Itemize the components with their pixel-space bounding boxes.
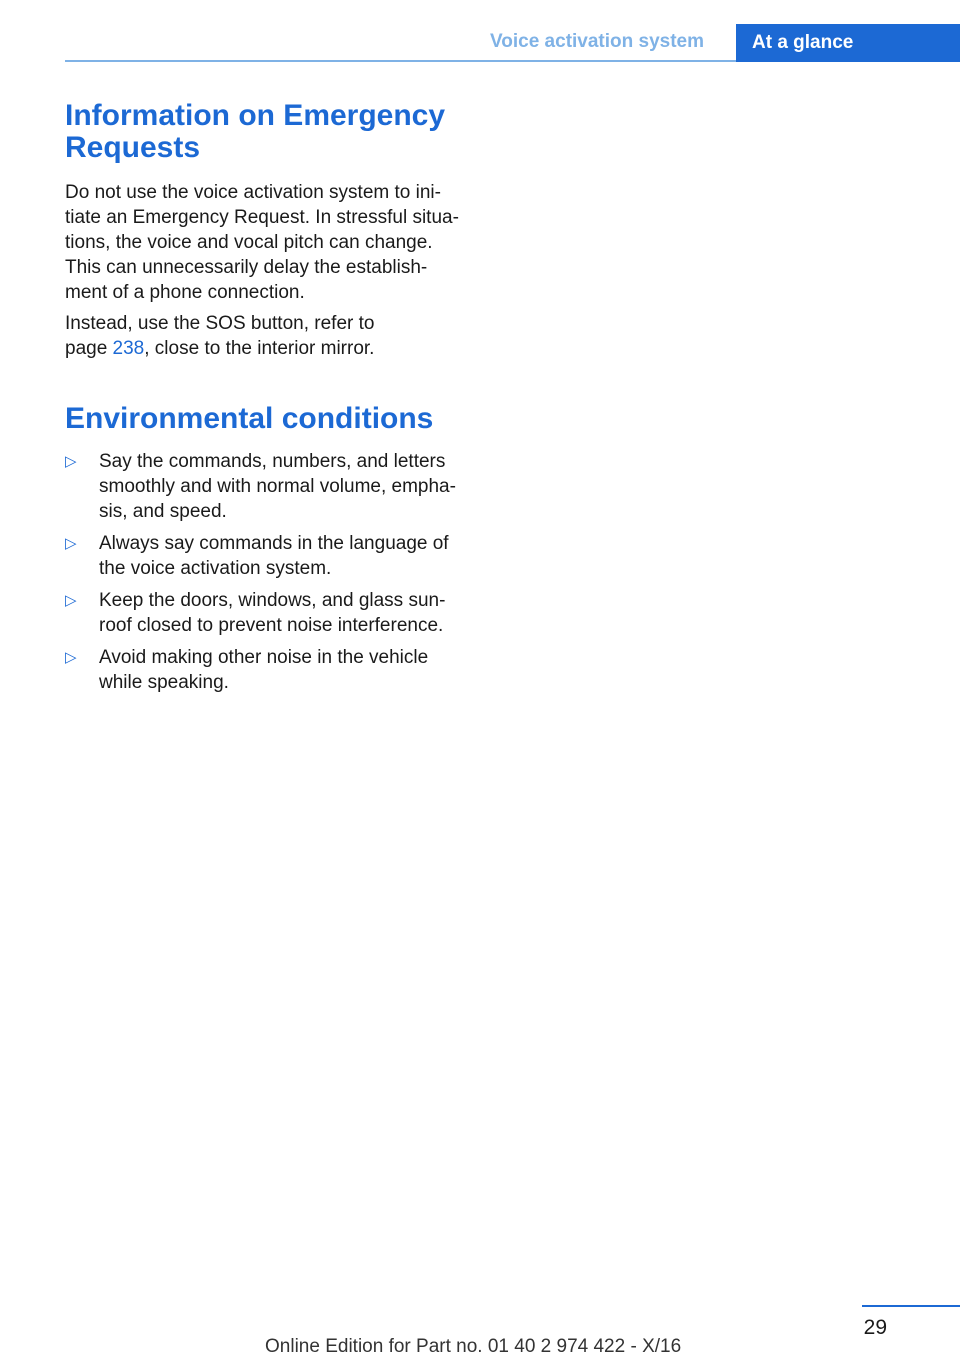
emergency-heading	[65, 100, 485, 164]
header-chapter-tab: At a glance	[736, 24, 960, 62]
list-item-line: Keep the doors, windows, and glass sun‐	[99, 590, 446, 611]
header-section-title: Voice activation system	[490, 31, 705, 52]
page-number: 29	[863, 1316, 887, 1339]
paragraph-line: ment of a phone connection.	[65, 282, 305, 303]
list-item	[65, 588, 485, 638]
emergency-heading-line1: Information on Emergency	[65, 99, 446, 132]
main-content	[65, 100, 485, 702]
paragraph-line: tiate an Emergency Request. In stressful situa‐	[65, 207, 459, 228]
list-item-line: while speaking.	[99, 672, 229, 693]
list-item	[65, 531, 485, 581]
environment-list	[65, 449, 485, 695]
page-prefix: page	[65, 338, 113, 359]
triangle-right-icon: ▷	[65, 649, 77, 666]
paragraph-line: Instead, use the SOS button, refer to	[65, 313, 375, 334]
list-item-line: Avoid making other noise in the vehicle	[99, 647, 429, 668]
edition-text: Online Edition for Part no. 01 40 2 974 422 - X/16	[265, 1336, 682, 1357]
list-item-line: Say the commands, numbers, and letters	[99, 451, 446, 472]
emergency-heading-line2: Requests	[65, 131, 201, 164]
list-item-line: Always say commands in the language of	[99, 533, 449, 554]
triangle-right-icon: ▷	[65, 453, 77, 470]
sos-paragraph	[65, 311, 485, 361]
header-rule	[65, 60, 736, 62]
list-item-line: sis, and speed.	[99, 501, 227, 522]
list-item-line: roof closed to prevent noise interference.	[99, 615, 444, 636]
paragraph-suffix: , close to the interior mirror.	[144, 338, 375, 359]
list-item	[65, 645, 485, 695]
emergency-paragraph	[65, 180, 485, 305]
list-item-line: the voice activation system.	[99, 558, 332, 579]
page-reference-link[interactable]: 238	[112, 338, 145, 359]
paragraph-line: Do not use the voice activation system to ini‐	[65, 182, 441, 203]
paragraph-line: tions, the voice and vocal pitch can change.	[65, 232, 433, 253]
footer-rule	[862, 1305, 960, 1307]
triangle-right-icon: ▷	[65, 592, 77, 609]
paragraph-line: This can unnecessarily delay the establish‐	[65, 257, 428, 278]
list-item	[65, 449, 485, 524]
triangle-right-icon: ▷	[65, 535, 77, 552]
environment-heading: Environmental conditions	[65, 402, 434, 435]
list-item-line: smoothly and with normal volume, empha‐	[99, 476, 456, 497]
